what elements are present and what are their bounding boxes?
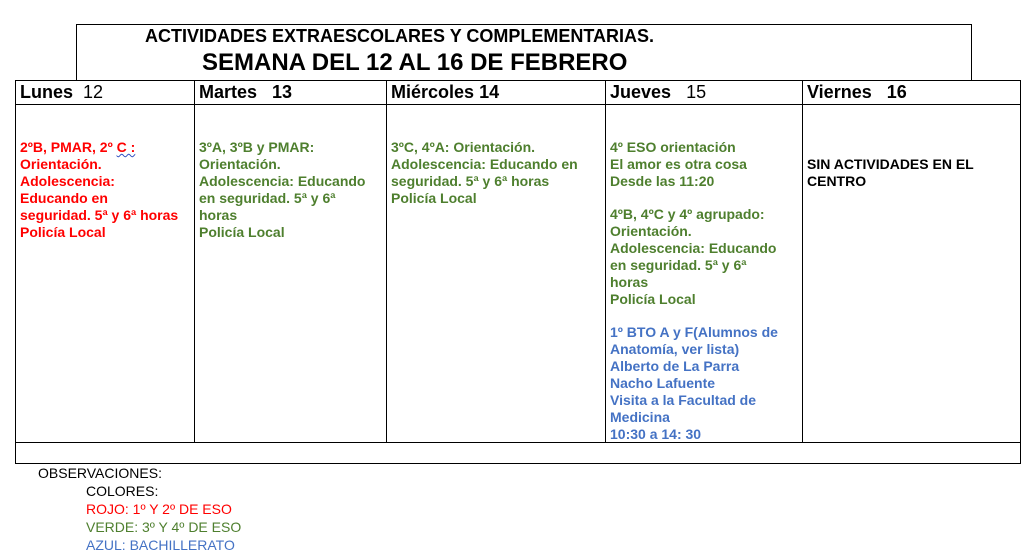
activity-line: Educando en	[20, 190, 108, 206]
cell-martes	[199, 139, 383, 241]
activity-line: 3ºC, 4ºA: Orientación.	[391, 139, 536, 155]
activity-line: en seguridad. 5ª y 6ª	[199, 190, 336, 206]
activity-line: 3ºA, 3ºB y PMAR:	[199, 139, 315, 155]
activity-line: Anatomía, ver lista)	[610, 341, 740, 357]
day-header-miercoles	[391, 82, 499, 103]
header-row-divider	[16, 104, 1020, 105]
activity-line: El amor es otra cosa	[610, 156, 747, 172]
bottom-row-divider	[16, 442, 1020, 443]
activity-line: 4º ESO orientación	[610, 139, 736, 155]
activity-line: SIN ACTIVIDADES EN EL	[807, 156, 974, 172]
activity-line: Adolescencia: Educando	[199, 173, 366, 189]
activity-line: Orientación.	[199, 156, 281, 172]
day-number: 14	[479, 82, 500, 102]
day-name: Lunes	[20, 82, 74, 102]
observaciones-heading: OBSERVACIONES:	[38, 465, 162, 481]
activity-line: Desde las 11:20	[610, 173, 715, 189]
activity-line: 4ºB, 4ºC y 4º agrupado:	[610, 206, 765, 222]
day-name: Jueves	[610, 82, 672, 102]
activity-line: horas	[199, 207, 238, 223]
schedule-table	[15, 80, 1021, 464]
legend-verde: VERDE: 3º Y 4º DE ESO	[86, 519, 242, 535]
activity-line: CENTRO	[807, 173, 867, 189]
day-number: 13	[272, 82, 293, 102]
activity-line: 10:30 a 14: 30	[610, 426, 702, 442]
activity-line: seguridad. 5ª y 6ª horas	[20, 207, 179, 223]
day-name: Miércoles	[391, 82, 475, 102]
activity-line	[20, 139, 192, 156]
column-divider	[194, 81, 195, 443]
column-divider	[386, 81, 387, 443]
activity-line: horas	[610, 274, 649, 290]
activity-line: Orientación.	[610, 223, 692, 239]
color-legend	[86, 482, 241, 554]
day-header-lunes	[20, 82, 103, 103]
activity-line: Policía Local	[391, 190, 477, 206]
column-divider	[802, 81, 803, 443]
activity-course-group: C :	[116, 139, 136, 155]
activity-block-4-agrupado	[610, 206, 800, 308]
cell-jueves	[610, 139, 800, 443]
legend-rojo: ROJO: 1º Y 2º DE ESO	[86, 501, 232, 517]
cell-miercoles	[391, 139, 603, 207]
activity-line: Visita a la Facultad de	[610, 392, 757, 408]
observaciones-label	[38, 464, 162, 482]
day-name: Viernes	[807, 82, 872, 102]
activity-line: Adolescencia: Educando	[610, 240, 777, 256]
cell-viernes	[807, 156, 1017, 190]
activity-block-bachillerato	[610, 324, 800, 443]
week-title: SEMANA DEL 12 AL 16 DE FEBRERO	[202, 49, 628, 76]
activity-line: Policía Local	[610, 291, 696, 307]
day-number: 16	[886, 82, 907, 102]
activity-line: Adolescencia:	[20, 173, 115, 189]
day-header-jueves	[610, 82, 706, 103]
activity-course: 2ºB, PMAR, 2º	[20, 139, 117, 155]
activity-line: 1º BTO A y F(Alumnos de	[610, 324, 778, 340]
legend-azul: AZUL: BACHILLERATO	[86, 537, 235, 553]
document-title: ACTIVIDADES EXTRAESCOLARES Y COMPLEMENTARIAS.	[145, 26, 655, 46]
activity-block-4eso	[610, 139, 800, 190]
activity-line: Orientación.	[20, 156, 102, 172]
activity-line: Nacho Lafuente	[610, 375, 716, 391]
cell-lunes	[20, 139, 192, 241]
activity-line: Alberto de La Parra	[610, 358, 740, 374]
day-name: Martes	[199, 82, 258, 102]
day-number: 12	[83, 82, 104, 102]
activity-line: seguridad. 5ª y 6ª horas	[391, 173, 550, 189]
day-number: 15	[686, 82, 707, 102]
activity-line: Policía Local	[20, 224, 106, 240]
column-divider	[605, 81, 606, 443]
colores-label: COLORES:	[86, 483, 159, 499]
day-header-viernes	[807, 82, 907, 103]
day-header-martes	[199, 82, 292, 103]
activity-line: Policía Local	[199, 224, 285, 240]
activity-line: en seguridad. 5ª y 6ª	[610, 257, 747, 273]
activity-line: Medicina	[610, 409, 670, 425]
activity-line: Adolescencia: Educando en	[391, 156, 578, 172]
